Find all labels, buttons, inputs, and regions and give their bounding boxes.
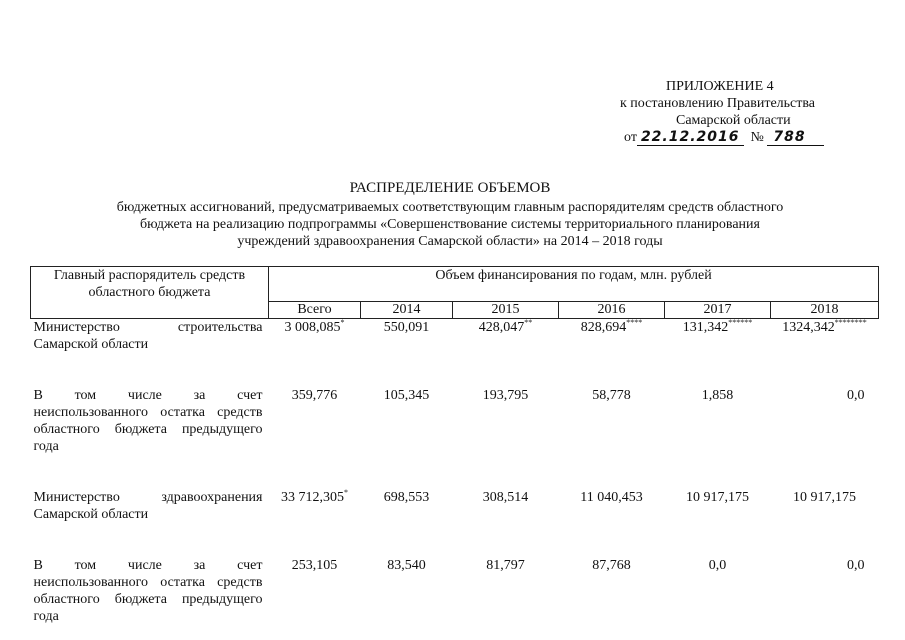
footnote-mark: * (340, 318, 345, 327)
cell-2015: 193,795 (482, 388, 529, 403)
appendix-date-line (624, 129, 900, 146)
document-subtitle-line-1: бюджетных ассигнований, предусматриваемых соответствующим главным распорядителям средств областного (116, 200, 784, 215)
cell-2017: 1,858 (701, 388, 734, 403)
document-heading (60, 180, 840, 250)
cell-2017: 0,0 (708, 558, 727, 573)
cell-2018: 1324,342******** (782, 318, 867, 335)
appendix-region-line: Самарской области (676, 113, 791, 128)
cell-2018: 0,0 (847, 388, 865, 403)
cell-2018: 10 917,175 (793, 490, 857, 505)
cell-2015: 308,514 (482, 490, 529, 505)
footnote-mark: ******** (834, 318, 867, 327)
funding-table (30, 266, 879, 625)
document-subtitle-line-3: учреждений здравоохранения Самарской области» на 2014 – 2018 годы (237, 234, 663, 249)
table-row (31, 557, 879, 625)
header-year-2015: 2015 (453, 302, 559, 319)
cell-2014: 83,540 (387, 558, 426, 573)
footnote-mark: ****** (728, 318, 753, 327)
cell-2016: 11 040,453 (580, 490, 643, 505)
cell-2018: 0,0 (847, 558, 865, 573)
appendix-block (580, 78, 900, 146)
footnote-mark: ** (524, 318, 533, 327)
cell-total: 253,105 (291, 558, 338, 573)
header-year-2017: 2017 (665, 302, 771, 319)
header-year-2014: 2014 (361, 302, 453, 319)
table-row (31, 489, 879, 523)
document-subtitle-line-2: бюджета на реализацию подпрограммы «Совершенствование системы территориального планирования (140, 217, 760, 232)
cell-2016: 828,694**** (580, 318, 643, 335)
cell-total: 3 008,085* (284, 318, 345, 335)
cell-2014: 105,345 (383, 388, 430, 403)
footnote-mark: **** (626, 318, 643, 327)
cell-total: 33 712,305* (281, 488, 348, 505)
table-row (31, 387, 879, 455)
date-prefix: от (624, 130, 637, 145)
document-title: РАСПРЕДЕЛЕНИЕ ОБЪЕМОВ (349, 180, 551, 196)
cell-2014: 698,553 (383, 490, 430, 505)
row-name: Министерство строительства Самарской области (33, 320, 263, 352)
header-year-2018: 2018 (771, 302, 879, 319)
footnote-mark: * (344, 488, 348, 497)
cell-2014: 550,091 (383, 320, 430, 335)
handwritten-date: 22.12.2016 (637, 129, 744, 146)
header-funding-group: Объем финансирования по годам, млн. рублей (269, 267, 879, 302)
header-year-2016: 2016 (559, 302, 665, 319)
row-name: В том числе за счет неиспользованного остатка средств областного бюджета предыдущего года (33, 558, 263, 624)
table-row (31, 319, 879, 354)
number-prefix: № (750, 130, 764, 145)
cell-2017: 10 917,175 (686, 490, 749, 505)
cell-2015: 428,047** (478, 318, 533, 335)
row-name: Министерство здравоохранения Самарской области (33, 490, 263, 522)
appendix-decree-line: к постановлению Правительства (620, 96, 816, 111)
cell-2015: 81,797 (486, 558, 525, 573)
header-main-distributor: Главный распорядитель средств областного бюджета (31, 267, 269, 319)
appendix-title: ПРИЛОЖЕНИЕ 4 (666, 79, 774, 94)
cell-2016: 87,768 (592, 558, 631, 573)
handwritten-number: 788 (767, 129, 823, 146)
cell-total: 359,776 (291, 388, 338, 403)
row-name: В том числе за счет неиспользованного остатка средств областного бюджета предыдущего года (33, 388, 263, 454)
cell-2017: 131,342****** (682, 318, 753, 335)
cell-2016: 58,778 (592, 388, 631, 403)
header-total: Всего (269, 302, 361, 319)
